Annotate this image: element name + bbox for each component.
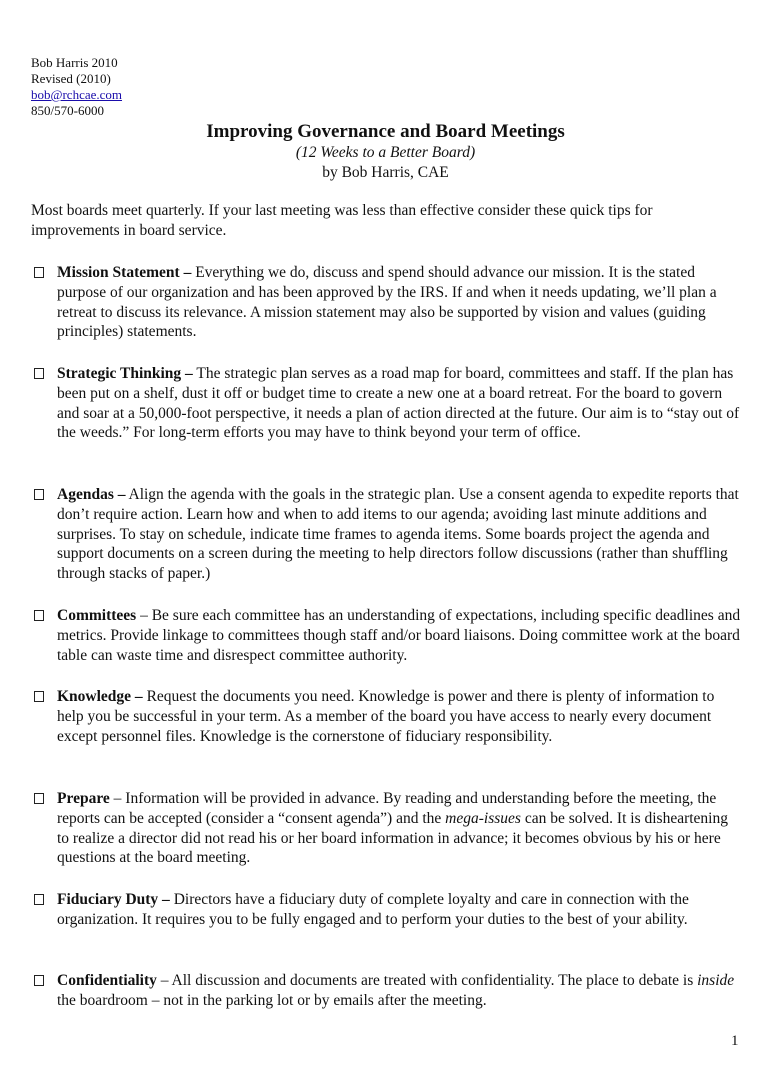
tip-term: Knowledge –: [57, 688, 143, 705]
tip-body: Directors have a fiduciary duty of complete loyalty and care in connection with the organization. It requires you to be fully engaged and to perform your duties to the best of your ability.: [57, 891, 689, 928]
tip-item-committees: [31, 606, 743, 665]
tip-term: Committees: [57, 607, 137, 624]
tip-term: Fiduciary Duty –: [57, 891, 170, 908]
tip-item-strategic-thinking: [31, 364, 743, 443]
phone-line: 850/570-6000: [31, 103, 104, 118]
tip-body: Everything we do, discuss and spend should advance our mission. It is the stated purpose of our organization and has been approved by the IRS. If and when it needs updating, we’ll plan a retreat to discuss its relevance. A mission statement may also be supported by vision and values (guiding principles) statements.: [57, 264, 717, 341]
tip-text: [57, 789, 743, 868]
tip-emphasis: mega-issues: [445, 809, 521, 827]
tip-text: [57, 687, 743, 746]
checkbox-icon[interactable]: [34, 368, 44, 379]
checkbox-icon[interactable]: [34, 975, 44, 986]
tip-item-knowledge: [31, 687, 743, 746]
document-byline: by Bob Harris, CAE: [322, 164, 449, 181]
checkbox-icon[interactable]: [34, 267, 44, 278]
tip-term: Agendas –: [57, 486, 126, 503]
tip-item-confidentiality: [31, 971, 743, 1011]
tip-emphasis: inside: [697, 972, 735, 989]
author-line: Bob Harris 2010: [31, 55, 118, 70]
tip-body: Request the documents you need. Knowledge is power and there is plenty of information to help you be successful in your term. As a member of the board you have access to nearly every document except personnel files. Knowledge is the cornerstone of fiduciary responsibility.: [57, 688, 715, 745]
tip-term: Strategic Thinking –: [57, 365, 193, 382]
email-link[interactable]: bob@rchcae.com: [31, 87, 123, 102]
tip-item-prepare: [31, 789, 743, 868]
document-subtitle: (12 Weeks to a Better Board): [295, 144, 476, 161]
page-number: 1: [731, 1033, 739, 1049]
checkbox-icon[interactable]: [34, 894, 44, 905]
tip-body-after: the boardroom – not in the parking lot or by emails after the meeting.: [57, 991, 487, 1009]
tip-body: – Be sure each committee has an understanding of expectations, including specific deadlines and metrics. Provide linkage to committees though staff and/or board liaisons. Doing committee work at the board table can waste time and disrespect committee authority.: [57, 607, 741, 664]
intro-paragraph: Most boards meet quarterly. If your last meeting was less than effective consider these quick tips for improvements in board service.: [31, 202, 653, 239]
tip-text: [57, 263, 743, 342]
checkbox-icon[interactable]: [34, 793, 44, 804]
tip-text: [57, 364, 743, 443]
document-title: Improving Governance and Board Meetings: [206, 121, 565, 142]
checkbox-icon[interactable]: [34, 610, 44, 621]
document-header-meta: [31, 55, 122, 119]
tip-text: [57, 485, 743, 584]
checkbox-icon[interactable]: [34, 691, 44, 702]
tip-item-mission-statement: [31, 263, 743, 342]
tip-text: [57, 971, 743, 1011]
revised-line: Revised (2010): [31, 71, 111, 86]
tip-body-before: – All discussion and documents are treated with confidentiality. The place to debate is: [156, 972, 698, 989]
tip-term: Confidentiality: [57, 972, 157, 989]
checkbox-icon[interactable]: [34, 489, 44, 500]
tip-body: Align the agenda with the goals in the strategic plan. Use a consent agenda to expedite reports that don’t require action. Learn how and when to add items to our agenda; avoiding last minute additions and surprises. To stay on schedule, indicate time frames to agenda items. Some boards project the agenda and support documents on a screen during the meeting to help directors follow discussions (rather than shuffling through stacks of paper.): [57, 486, 739, 583]
tip-text: [57, 606, 743, 665]
title-block: [0, 121, 757, 183]
tip-item-agendas: [31, 485, 743, 584]
tip-body-after: can be solved. It is disheartening to realize a director did not read his or her board information in advance; it becomes obvious by his or here questions at the board meeting.: [57, 809, 728, 867]
tip-item-fiduciary-duty: [31, 890, 743, 930]
tip-term: Mission Statement –: [57, 264, 192, 281]
tip-term: Prepare: [57, 790, 110, 807]
tip-body-before: – Information will be provided in advance. By reading and understanding before the meeting, the reports can be accepted (consider a “consent agenda”) and the: [57, 790, 717, 827]
tip-text: [57, 890, 743, 930]
tip-body: The strategic plan serves as a road map for board, committees and staff. If the plan has been put on a shelf, dust it off or budget time to create a new one at a board retreat. For the board to govern and soar at a 50,000-foot perspective, it needs a plan of action directed at the future. Our aim is to “stay out of the weeds.” For long-term efforts you may have to think beyond your term of office.: [57, 365, 740, 442]
